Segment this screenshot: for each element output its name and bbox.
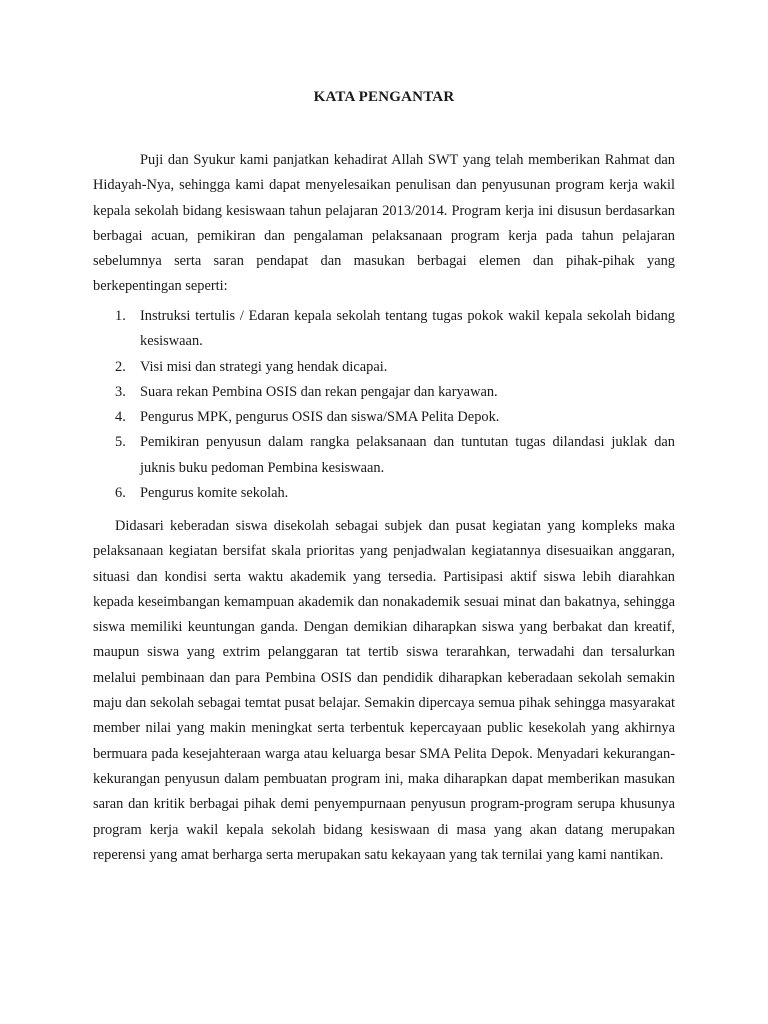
list-item-text: Pengurus MPK, pengurus OSIS dan siswa/SMA Pelita Depok. [140,409,500,426]
list-item [93,304,675,355]
list-item-text: Instruksi tertulis / Edaran kepala sekolah tentang tugas pokok wakil kepala sekolah bidang kesiswaan. [140,308,675,350]
list-item-text: Visi misi dan strategi yang hendak dicapai. [140,358,388,375]
list-item [93,355,675,380]
list-item-number: 1. [115,308,126,324]
list-item-number: 2. [115,358,126,375]
list-item-number: 5. [115,434,126,451]
page-title: KATA PENGANTAR [313,89,455,105]
list-item-text: Pengurus komite sekolah. [140,485,289,502]
list-item-text: Pemikiran penyusun dalam rangka pelaksanaan dan tuntutan tugas dilandasi juklak dan juknis buku pedoman Pembina kesiswaan. [140,434,675,476]
list-item [93,380,675,405]
intro-paragraph: Puji dan Syukur kami panjatkan kehadirat Allah SWT yang telah memberikan Rahmat dan Hidayah-Nya, sehingga kami dapat menyelesaikan penulisan dan penyusunan program kerja wakil kepala sekolah bidang kesiswaan tahun pelajaran 2013/2014. Program kerja ini disusun berdasarkan berbagai acuan, pemikiran dan pengalaman pelaksanaan program kerja pada tahun pelajaran sebelumnya serta saran pendapat dan masukan berbagai elemen dan pihak-pihak yang berkepentingan seperti: [93,152,675,295]
list-item [93,430,675,481]
closing-paragraph: Didasari keberadan siswa disekolah sebagai subjek dan pusat kegiatan yang kompleks maka pelaksanaan kegiatan bersifat skala prioritas yang penjadwalan kegiatannya disesuaikan anggaran, situasi dan kondisi serta waktu akademik yang tersedia. Partisipasi aktif siswa lebih diarahkan kepada keseimbangan kemampuan akademik dan nonakademik sesuai minat dan bakatnya, sehingga siswa memiliki keuntungan ganda. Dengan demikian diharapkan siswa yang berbakat dan kreatif, maupun siswa yang extrim pelanggaran tat tertib siswa terarahkan, terwadahi dan tersalurkan melalui pembinaan dan para Pembina OSIS dan pendidik diharapkan keberadaan sekolah semakin maju dan sekolah sebagai temtat pusat belajar. Semakin dipercaya semua pihak sehingga masyarakat member nilai yang makin meningkat serta terbentuk kepercayaan public kesekolah yang akhirnya bermuara pada kesejahteraan warga atau keluarga besar SMA Pelita Depok. Menyadari kekurangan-kekurangan penyusun dalam pembuatan program ini, maka diharapkan dapat memberikan masukan saran dan kritik berbagai pihak demi penyempurnaan penyusun program-program serupa khusunya program kerja wakil kepala sekolah bidang kesiswaan di masa yang akan datang merupakan reperensi yang amat berharga serta merupakan satu kekayaan yang tak ternilai yang kami nantikan. [93,518,675,863]
list-item [93,405,675,430]
list-item-number: 4. [115,409,126,426]
list-item [93,481,675,506]
list-item-text: Suara rekan Pembina OSIS dan rekan pengajar dan karyawan. [140,383,498,400]
list-item-number: 3. [115,383,126,400]
source-list [93,304,675,506]
list-item-number: 6. [115,485,126,502]
